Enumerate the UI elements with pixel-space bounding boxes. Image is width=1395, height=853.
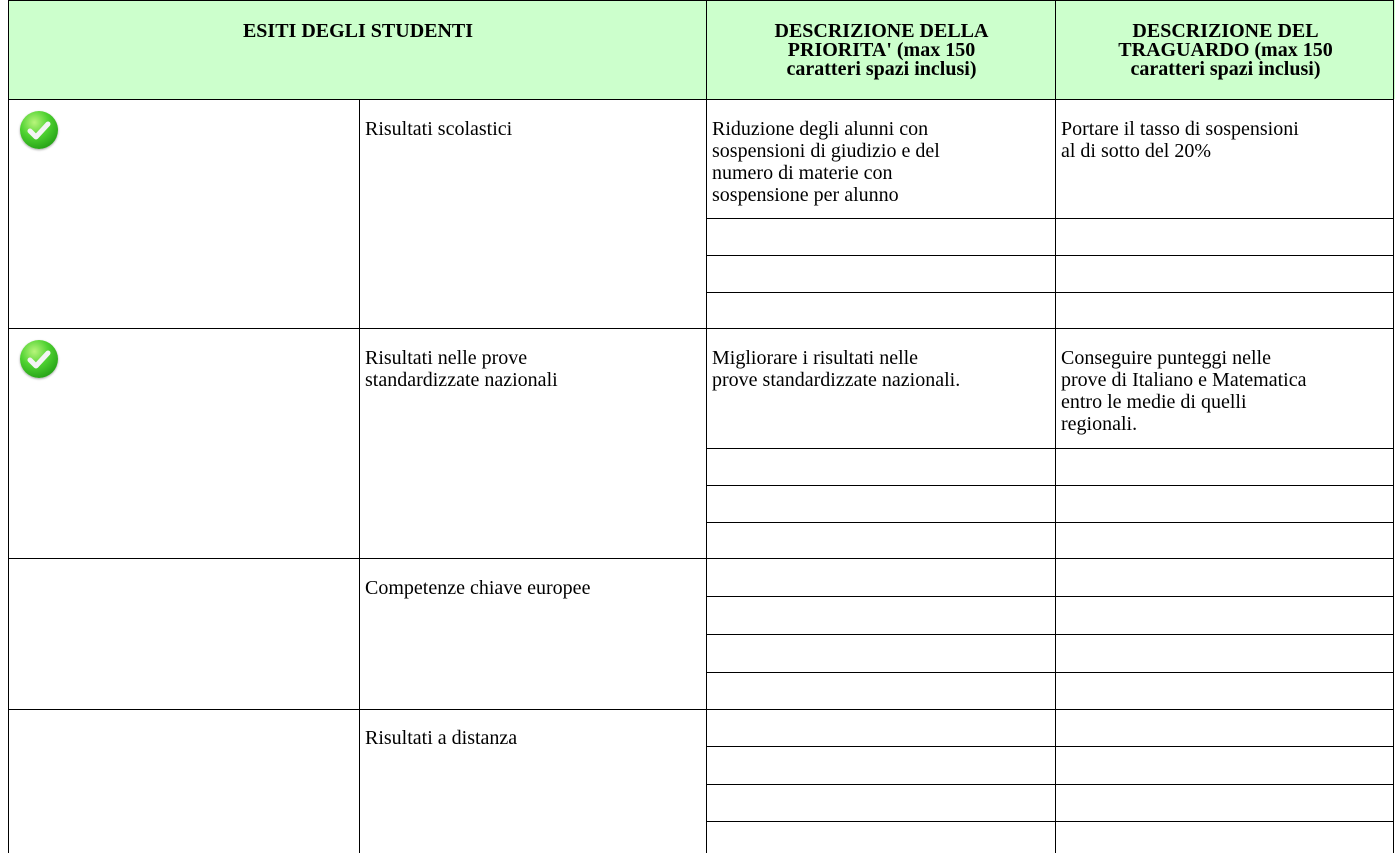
row-priorita-1: Riduzione degli alunni con sospensioni di giudizio e del numero di materie con sospensione per alunno (712, 118, 940, 206)
header-priorita-line-1: DESCRIZIONE DELLA (774, 20, 989, 42)
header-priorita-line-3: caratteri spazi inclusi) (786, 58, 977, 80)
header-priorita (707, 22, 1056, 79)
check-icon (20, 340, 58, 378)
row-esito-competenze-chiave: Competenze chiave europee (365, 577, 591, 599)
row-priorita-2: Migliorare i risultati nelle prove standardizzate nazionali. (712, 347, 961, 391)
row-traguardo-2: Conseguire punteggi nelle prove di Italiano e Matematica entro le medie di quelli regionali. (1061, 347, 1307, 435)
header-traguardo-line-3: caratteri spazi inclusi) (1130, 58, 1321, 80)
header-priorita-line-2: PRIORITA' (max 150 (787, 39, 976, 61)
row-traguardo-1: Portare il tasso di sospensioni al di sotto del 20% (1061, 118, 1299, 162)
row-esito-risultati-distanza: Risultati a distanza (365, 727, 518, 749)
header-traguardo-line-2: TRAGUARDO (max 150 (1118, 39, 1333, 61)
header-esiti: ESITI DEGLI STUDENTI (242, 20, 474, 42)
row-esito-risultati-scolastici: Risultati scolastici (365, 118, 513, 140)
header-traguardo (1056, 22, 1395, 79)
header-traguardo-line-1: DESCRIZIONE DEL (1132, 20, 1319, 42)
header-esiti-bg (9, 0, 707, 99)
row-esito-prove-standardizzate: Risultati nelle prove standardizzate nazionali (365, 347, 558, 391)
check-icon (20, 111, 58, 149)
